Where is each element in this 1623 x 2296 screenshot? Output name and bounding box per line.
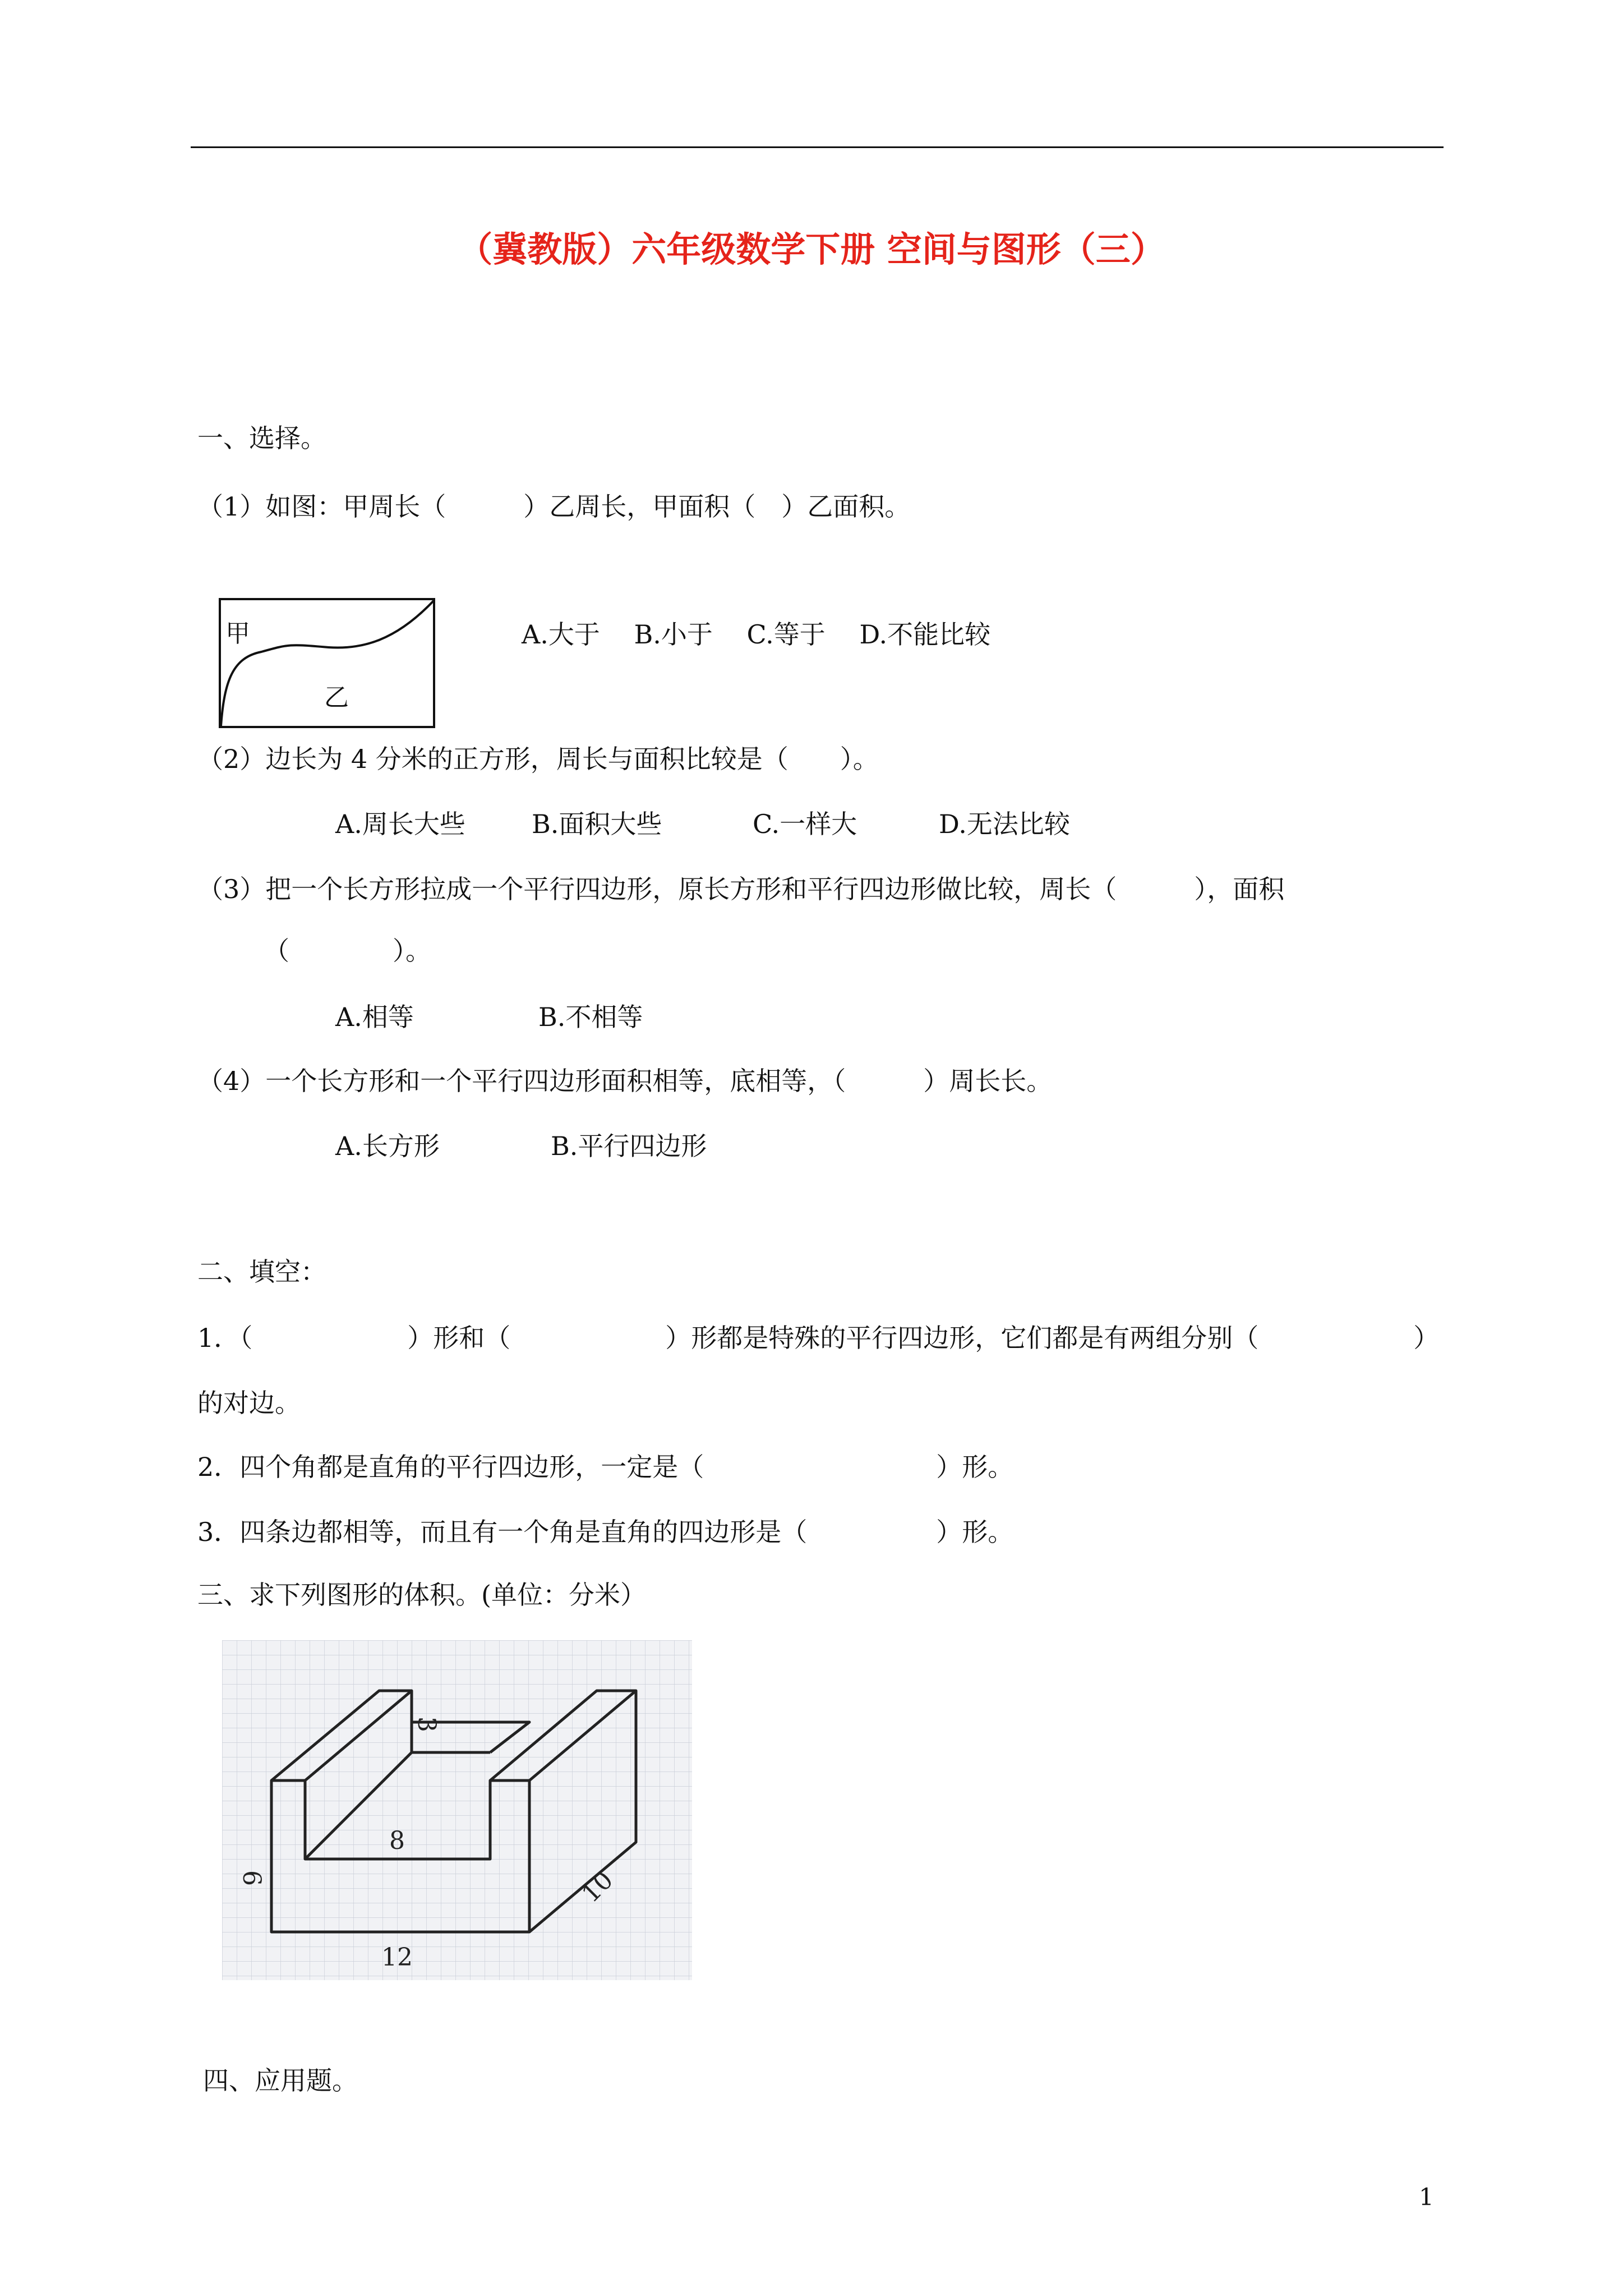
question-1-1-options: A.大于 B.小于 C.等于 D.不能比较 bbox=[522, 619, 991, 650]
section2-heading: 二、填空： bbox=[197, 1257, 326, 1287]
q2-option-c: C.一样大 bbox=[753, 809, 857, 839]
figure-jia-yi bbox=[216, 596, 437, 730]
section4-heading: 四、应用题。 bbox=[203, 2065, 358, 2096]
label-yi: 乙 bbox=[324, 683, 349, 712]
page-title: （冀教版）六年级数学下册 空间与图形（三） bbox=[458, 229, 1165, 270]
header-rule bbox=[191, 146, 1444, 148]
q2-option-b: B.面积大些 bbox=[532, 809, 662, 839]
u-shaped-solid-drawing bbox=[222, 1640, 692, 1980]
question-1-4: （4）一个长方形和一个平行四边形面积相等，底相等，（ ）周长长。 bbox=[197, 1066, 1053, 1096]
q2-option-d: D.无法比较 bbox=[939, 809, 1070, 839]
question-1-1: （1）如图：甲周长（ ）乙周长，甲面积（ ）乙面积。 bbox=[197, 491, 911, 522]
fill-1-line1: 1．（ ）形和（ ）形都是特殊的平行四边形，它们都是有两组分别（ ） bbox=[197, 1323, 1440, 1353]
fill-3: 3．四条边都相等，而且有一个角是直角的四边形是（ ）形。 bbox=[197, 1517, 1014, 1547]
q4-option-a: A.长方形 bbox=[335, 1131, 440, 1161]
question-1-3-line2: （ ）。 bbox=[264, 936, 431, 966]
section1-heading: 一、选择。 bbox=[197, 423, 326, 453]
question-1-3-line1: （3）把一个长方形拉成一个平行四边形，原长方形和平行四边形做比较，周长（ ），面积 bbox=[197, 874, 1285, 904]
section3-heading: 三、求下列图形的体积。(单位：分米） bbox=[197, 1580, 646, 1610]
q4-option-b: B.平行四边形 bbox=[551, 1131, 707, 1161]
dim-label-12: 12 bbox=[381, 1943, 413, 1972]
u-shaped-solid-figure bbox=[222, 1640, 692, 1980]
dim-label-6: 6 bbox=[237, 1870, 266, 1886]
q2-option-a: A.周长大些 bbox=[335, 809, 465, 839]
dim-label-10: 10 bbox=[576, 1866, 619, 1908]
dim-label-3: 3 bbox=[412, 1717, 441, 1732]
question-1-2: （2）边长为 4 分米的正方形，周长与面积比较是（ ）。 bbox=[197, 744, 879, 774]
fill-1-line2: 的对边。 bbox=[197, 1388, 301, 1418]
q3-option-a: A.相等 bbox=[335, 1002, 414, 1032]
label-jia: 甲 bbox=[225, 619, 250, 648]
page-number: 1 bbox=[1419, 2183, 1434, 2211]
dim-label-8: 8 bbox=[389, 1826, 405, 1855]
fill-2: 2．四个角都是直角的平行四边形，一定是（ ）形。 bbox=[197, 1452, 1014, 1482]
q3-option-b: B.不相等 bbox=[538, 1002, 643, 1032]
